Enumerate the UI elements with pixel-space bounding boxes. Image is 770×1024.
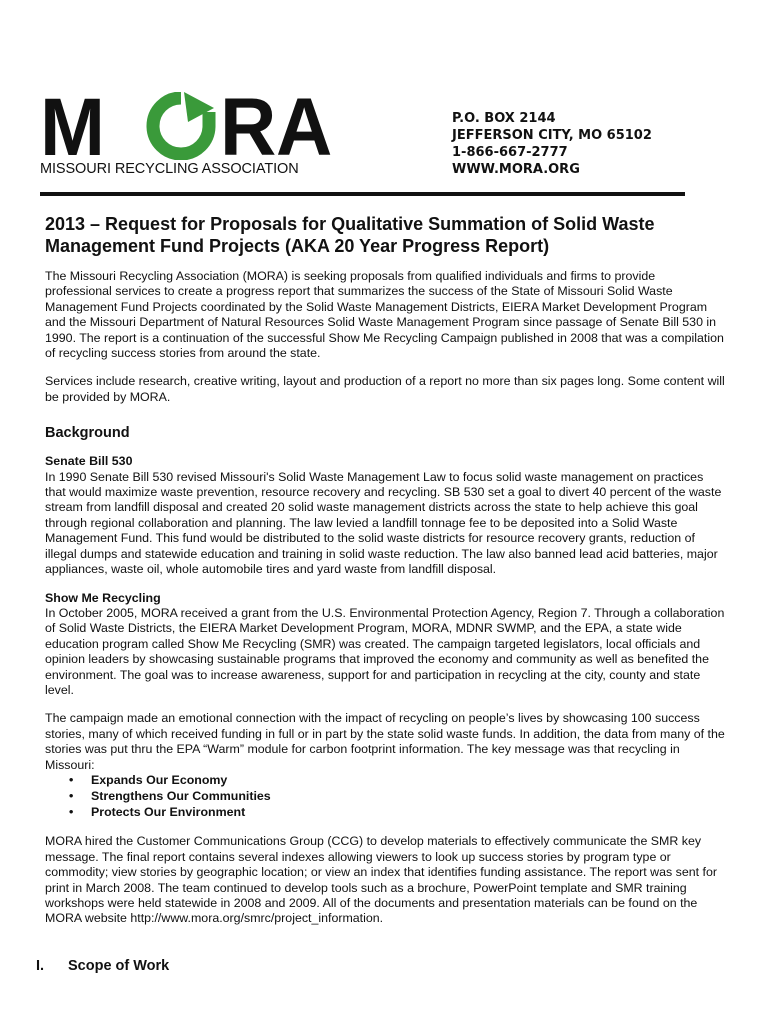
address-po-box: P.O. BOX 2144 — [452, 111, 556, 126]
address-website[interactable]: WWW.MORA.ORG — [452, 162, 580, 177]
sb530-text: In 1990 Senate Bill 530 revised Missouri's Solid Waste Management Law to focus solid waste management on practices that would maximize waste prevention, resource recovery and recycling. SB 530 set a goal to divert 40 percent of the waste stream from landfill disposal and created 20 solid waste management districts across the state to help achieve this goal through regional collaboration and planning. The law levied a landfill tonnage fee to be deposited into a Solid Waste Management Fund. This fund would be distributed to the solid waste districts for resource recovery grants, reduction of illegal dumps and statewide education and training in solid waste reduction. The law also banned lead acid batteries, major appliances, waste oil, whole automobile tires and yard waste from landfill disposal. — [45, 469, 722, 577]
smr-section — [45, 591, 725, 699]
intro-paragraph: The Missouri Recycling Association (MORA) is seeking proposals from qualified individuals and firms to provide professional services to create a progress report that summarizes the success of the State of Missouri Solid Waste Management Fund Projects coordinated by the Solid Waste Management Districts, EIERA Market Development Program and the Missouri Department of Natural Resources Solid Waste Management Program since passage of Senate Bill 530 in 1990. The report is a continuation of the successful Show Me Recycling Campaign published in 2008 that was a compilation of recycling success stories from around the state. — [45, 269, 724, 361]
title-line-1: 2013 – Request for Proposals for Qualitative Summation of Solid Waste — [45, 214, 655, 234]
ccg-paragraph: MORA hired the Customer Communications Group (CCG) to develop materials to effectively communicate the SMR key message. The final report contains several indexes allowing viewers to look up success stories by program type or commodity; view stories by geographic location; or view an index that identifies funding assistance. The report was sent for print in March 2008. The team continued to develop tools such as a brochure, PowerPoint template and SMR training workshops were held statewide in 2008 and 2009. All of the documents and presentation materials can be found on the MORA website http://www.mora.org/smrc/project_information. — [45, 834, 717, 926]
scope-number: I. — [36, 958, 45, 974]
header-divider — [40, 192, 685, 196]
scope-heading — [36, 958, 169, 975]
address-city: JEFFERSON CITY, MO 65102 — [452, 128, 652, 143]
recycle-arrow-icon — [138, 92, 224, 160]
smr-heading: Show Me Recycling — [45, 590, 161, 605]
smr-text: In October 2005, MORA received a grant from the U.S. Environmental Protection Agency, Region 7. Through a collaboration of Solid Waste Districts, the EIERA Market Development Program, MORA, MDNR SWMP, and the EPA, a state wide education program called Show Me Recycling (SMR) was created. The campaign targeted legislators, local officials and opinion leaders by showcasing sustainable programs that improved the economy and community as well as benefited the environment. The goal was to increase awareness, support for and participation in recycling at the city, county and state level. — [45, 605, 725, 697]
logo-letter-a: A — [276, 80, 329, 173]
background-heading: Background — [45, 425, 130, 442]
title-line-2: Management Fund Projects (AKA 20 Year Progress Report) — [45, 236, 550, 256]
scope-title: Scope of Work — [68, 958, 170, 974]
list-item: • Strengthens Our Communities — [65, 789, 725, 805]
address-block — [452, 110, 652, 178]
list-item: • Expands Our Economy — [65, 773, 725, 789]
logo-letter-m: M — [40, 80, 101, 173]
campaign-paragraph: The campaign made an emotional connection with the impact of recycling on people’s lives by showcasing 100 success stories, many of which received funding in full or in part by the state solid waste funds. In addition, the data from many of the stories was put thru the EPA “Warm” module for carbon footprint information. The key message was that recycling in Missouri: — [45, 711, 725, 772]
sb530-heading: Senate Bill 530 — [45, 454, 133, 469]
logo-subtitle: MISSOURI RECYCLING ASSOCIATION — [40, 161, 299, 177]
list-item: • Protects Our Environment — [65, 805, 725, 821]
page-title — [45, 213, 725, 257]
services-paragraph: Services include research, creative writing, layout and production of a report no more than six pages long. Some content will be provided by MORA. — [45, 374, 725, 404]
address-phone: 1-866-667-2777 — [452, 145, 568, 160]
logo-letter-r: R — [220, 80, 273, 173]
key-message-list — [45, 773, 725, 820]
mora-logo — [40, 80, 340, 182]
sb530-section — [45, 454, 725, 577]
document-body — [45, 213, 725, 940]
